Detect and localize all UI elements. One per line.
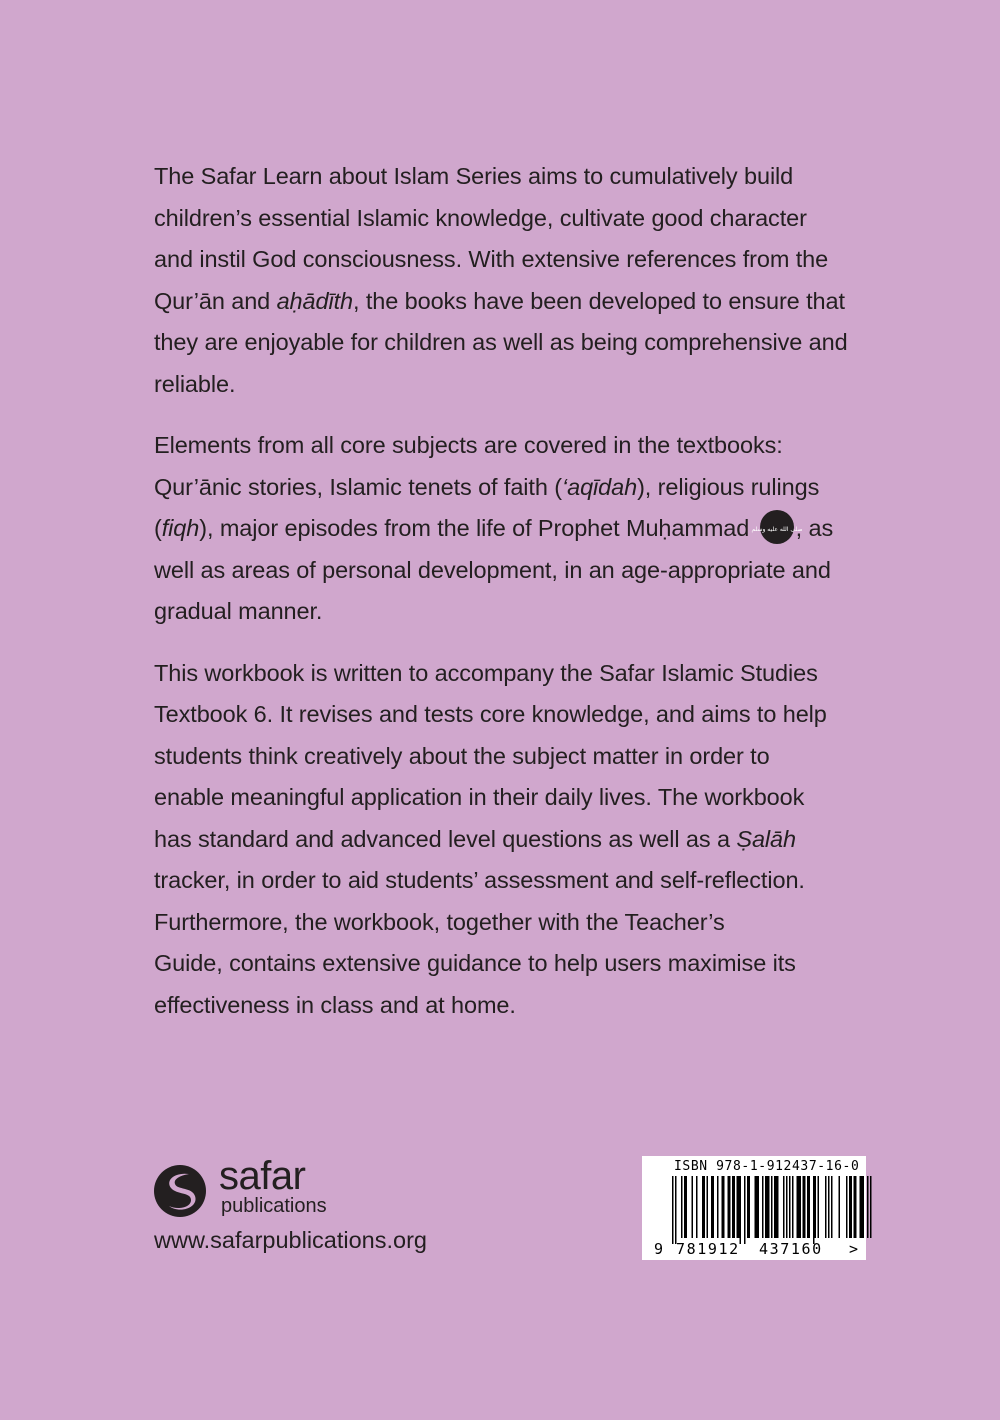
italic-term: Ṣalāh (736, 825, 796, 852)
publisher-website: www.safarpublications.org (154, 1227, 427, 1253)
barcode-bar (860, 1176, 862, 1238)
barcode-bar (849, 1176, 851, 1238)
text-line (154, 508, 874, 550)
barcode-bar (740, 1176, 742, 1244)
text-run: The Safar Learn about Islam Series aims to cumulatively build (154, 163, 794, 189)
barcode-bar (867, 1176, 869, 1238)
barcode-bar (747, 1176, 749, 1238)
barcode-bar (846, 1176, 848, 1238)
pbuh-seal-icon (751, 510, 803, 544)
barcode-bar (732, 1176, 734, 1238)
text-run: Furthermore, the workbook, together with the Teacher’s (154, 908, 725, 935)
text-run: ), major episodes from the life of Prophet Muḥammad (199, 515, 756, 541)
barcode-bar (744, 1176, 746, 1244)
text-run: , the books have been developed to ensure that (352, 287, 845, 314)
barcode-bar (672, 1176, 674, 1244)
barcode-first-digit: 9 (654, 1240, 664, 1258)
barcode-bar (729, 1176, 731, 1238)
barcode-bar (704, 1176, 706, 1238)
barcode-quiet-zone-arrow: > (849, 1240, 859, 1258)
publisher-subtitle: publications (221, 1195, 327, 1217)
text-run: ( (154, 515, 162, 541)
italic-term: aḥādīth (276, 287, 353, 314)
barcode-bar (807, 1176, 809, 1238)
text-line (154, 364, 874, 406)
barcode-bar (854, 1176, 856, 1238)
back-cover-description (154, 156, 874, 1046)
text-run: Qur’ān and (154, 287, 277, 314)
barcode-bar (722, 1176, 724, 1238)
text-run: ), religious rulings (637, 473, 820, 500)
barcode-bar (713, 1176, 715, 1238)
text-line (154, 239, 874, 281)
text-line (154, 985, 874, 1027)
barcode-bar (771, 1176, 773, 1238)
barcode-bar (717, 1176, 719, 1238)
text-line (154, 653, 874, 695)
barcode-bar (728, 1176, 730, 1238)
text-run: and instil God consciousness. With extensive references from the (154, 246, 829, 272)
barcode-bar (861, 1176, 863, 1238)
description-paragraph (154, 156, 874, 405)
barcode-bar (675, 1176, 677, 1244)
text-line (154, 281, 874, 323)
barcode-bar (774, 1176, 776, 1238)
barcode-bar (723, 1176, 725, 1238)
text-line (154, 156, 874, 198)
barcode-bar (686, 1176, 688, 1238)
barcode-bar (777, 1176, 779, 1238)
isbn-label: ISBN 978-1-912437-16-0 (674, 1159, 860, 1174)
barcode-bar (738, 1176, 740, 1238)
barcode-bar (789, 1176, 791, 1238)
barcode-bar (786, 1176, 788, 1238)
barcode-bar (798, 1176, 800, 1238)
barcode-bar (828, 1176, 830, 1238)
barcode-bar (825, 1176, 827, 1238)
barcode-bar (734, 1176, 736, 1238)
text-run: effectiveness in class and at home. (154, 991, 516, 1018)
text-line (154, 694, 874, 736)
text-line (154, 591, 874, 633)
barcode-left-digits: 781912 (676, 1240, 740, 1258)
safar-s-logo-icon (153, 1164, 207, 1218)
isbn-barcode (642, 1156, 866, 1260)
barcode-bar (813, 1176, 815, 1244)
barcode-bar (758, 1176, 760, 1238)
barcode-bar (737, 1176, 739, 1238)
safar-publications-logo (153, 1154, 373, 1222)
text-line (154, 902, 874, 944)
barcode-bar (783, 1176, 785, 1238)
barcode-bar (803, 1176, 805, 1238)
text-run: reliable. (154, 370, 236, 397)
barcode-bar (707, 1176, 709, 1238)
text-run: well as areas of personal development, in an age-appropriate and (154, 556, 831, 583)
barcode-bar (797, 1176, 799, 1238)
text-line (154, 198, 874, 240)
barcode-bar (756, 1176, 758, 1238)
text-run: This workbook is written to accompany the Safar Islamic Studies (154, 659, 818, 686)
barcode-bar (776, 1176, 778, 1238)
barcode-bar (839, 1176, 841, 1238)
text-run: has standard and advanced level questions as well as a (154, 825, 737, 852)
barcode-bar (711, 1176, 713, 1238)
text-line (154, 322, 874, 364)
text-run: Elements from all core subjects are covered in the textbooks: (154, 432, 783, 458)
barcode-bar (809, 1176, 811, 1238)
text-run: students think creatively about the subject matter in order to (154, 742, 770, 769)
barcode-bar (692, 1176, 694, 1238)
text-run: , as (795, 515, 834, 541)
barcode-bar (765, 1176, 767, 1238)
description-paragraph (154, 653, 874, 1027)
barcode-bar (863, 1176, 865, 1238)
barcode-bar (767, 1176, 769, 1238)
text-run: Guide, contains extensive guidance to help users maximise its (154, 950, 796, 976)
barcode-bar (684, 1176, 686, 1238)
italic-term: fiqh (161, 515, 200, 541)
text-run: Qur’ānic stories, Islamic tenets of faith ( (154, 473, 562, 500)
pbuh-seal-text: صلى الله عليه وسلم (751, 526, 803, 533)
italic-term: ‘aqīdah (561, 473, 638, 500)
text-line (154, 943, 874, 985)
publisher-name: safar (219, 1154, 306, 1198)
text-run: tracker, in order to aid students’ assessment and self-reflection. (154, 867, 805, 893)
barcode-bar (818, 1176, 820, 1238)
barcode-bar (855, 1176, 857, 1238)
text-line (154, 467, 874, 509)
text-line (154, 550, 874, 592)
barcode-bar (749, 1176, 751, 1238)
text-run: gradual manner. (154, 598, 323, 624)
text-line (154, 777, 874, 819)
barcode-bar (870, 1176, 872, 1238)
barcode-bar (831, 1176, 833, 1238)
barcode-bar (702, 1176, 704, 1238)
barcode-right-digits: 437160 (759, 1240, 823, 1258)
text-line (154, 736, 874, 778)
text-run: children’s essential Islamic knowledge, cultivate good character (154, 204, 807, 231)
text-run: they are enjoyable for children as well as being comprehensive and (154, 329, 848, 355)
text-line (154, 860, 874, 902)
barcode-bar (768, 1176, 770, 1238)
barcode-bar (681, 1176, 683, 1238)
barcode-bar (800, 1176, 802, 1238)
barcode-bar (755, 1176, 757, 1238)
text-run: Textbook 6. It revises and tests core knowledge, and aims to help (154, 701, 827, 727)
text-line (154, 819, 874, 861)
text-run: enable meaningful application in their daily lives. The workbook (154, 784, 805, 810)
barcode-bar (815, 1176, 817, 1238)
barcode-bar (804, 1176, 806, 1238)
text-line (154, 425, 874, 467)
barcode-bar (851, 1176, 853, 1238)
description-paragraph (154, 425, 874, 633)
barcode-bar (762, 1176, 764, 1238)
barcode-bar (792, 1176, 794, 1238)
barcode-bar (696, 1176, 698, 1238)
